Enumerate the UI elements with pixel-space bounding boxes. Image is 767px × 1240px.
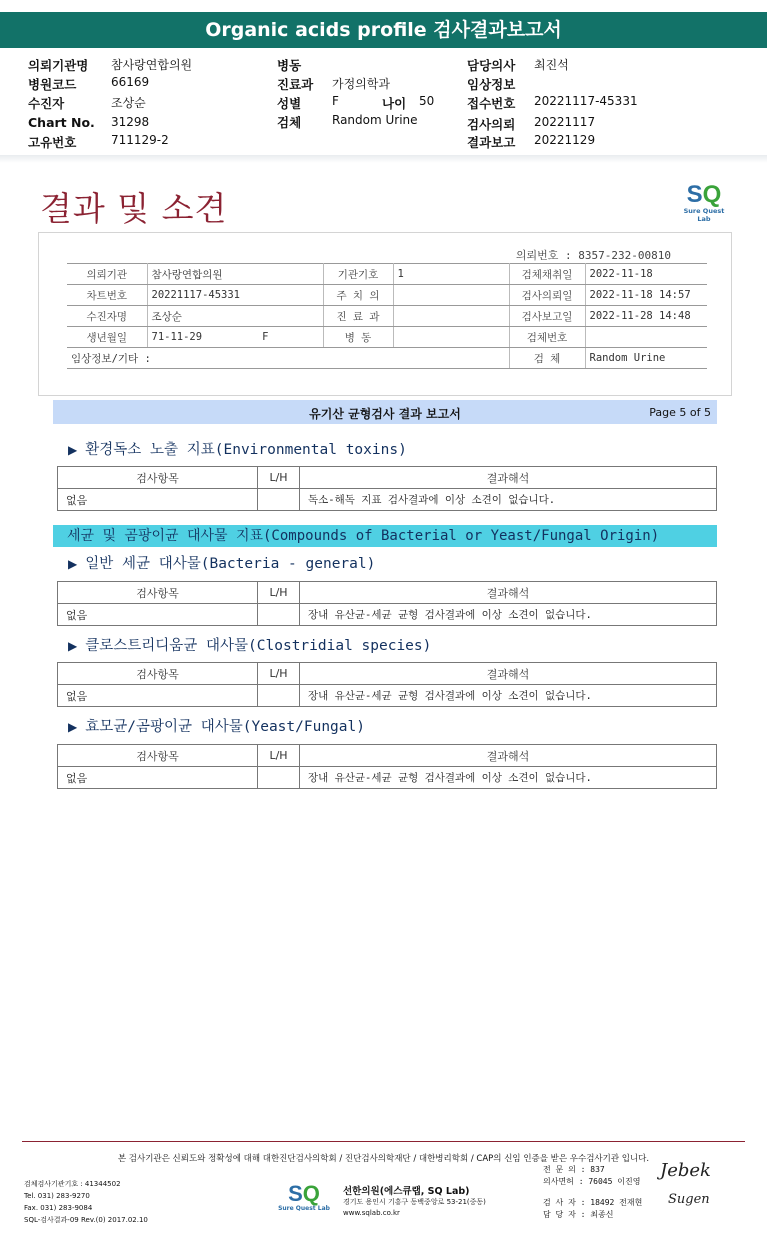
header-value: 20221117 — [534, 115, 596, 129]
header-value: 66169 — [111, 75, 150, 89]
header-label: 나이 — [382, 96, 407, 111]
report-title-bar — [0, 12, 767, 48]
header-label: 검사의뢰 — [467, 117, 516, 132]
header-label: 병원코드 — [28, 77, 77, 92]
patient-info-box — [38, 232, 732, 396]
header-label: 의뢰기관명 — [28, 58, 89, 73]
header-label: 검체 — [277, 115, 302, 130]
bacteria-general-table: 검사항목 L/H 결과해석 없음 장내 유산균-세균 균형 검사결과에 이상 소견이 없습니다. — [57, 581, 717, 626]
header-label: 병동 — [277, 58, 302, 73]
header-value: 711129-2 — [111, 133, 169, 147]
report-band-title: 유기산 균형검사 결과 보고서 — [309, 407, 461, 421]
header-label: 임상정보 — [467, 77, 516, 92]
header-value: Random Urine — [332, 113, 418, 127]
clostridial-table: 검사항목 L/H 결과해석 없음 장내 유산균-세균 균형 검사결과에 이상 소견이 없습니다. — [57, 662, 717, 707]
section-title: 결과 및 소견 — [40, 189, 228, 228]
patient-row: 생년월일 71-11-29 F 병 동 검체번호 — [67, 327, 707, 348]
env-toxins-heading: ▶ 환경독소 노출 지표(Environmental toxins) — [68, 442, 407, 458]
header-label: 수진자 — [28, 96, 65, 111]
header-label: 담당의사 — [467, 58, 516, 73]
header-label: 진료과 — [277, 77, 314, 92]
patient-row: 차트번호 20221117-45331 주 치 의 검사의뢰일 2022-11-18 14:57 — [67, 285, 707, 306]
header-label: 고유번호 — [28, 135, 77, 150]
footer-notice: 본 검사기관은 신뢰도와 정확성에 대해 대한진단검사의학회 / 진단검사의학재단 / 대한병리학회 / CAP의 신임 인증을 받은 우수검사기관 입니다. — [117, 1154, 650, 1164]
header-divider — [0, 155, 767, 163]
yeast-table: 검사항목 L/H 결과해석 없음 장내 유산균-세균 균형 검사결과에 이상 소견이 없습니다. — [57, 744, 717, 789]
table-row: 없음 장내 유산균-세균 균형 검사결과에 이상 소견이 없습니다. — [58, 685, 717, 707]
triangle-icon: ▶ — [68, 443, 78, 457]
sq-logo: SQ Sure Quest Lab — [683, 181, 725, 223]
triangle-icon: ▶ — [68, 639, 78, 653]
table-row: 없음 독소-해독 지표 검사결과에 이상 소견이 없습니다. — [58, 489, 717, 511]
triangle-icon: ▶ — [68, 720, 78, 734]
report-title: Organic acids profile 검사결과보고서 — [205, 19, 562, 41]
header-value: 참사랑연합의원 — [111, 58, 193, 72]
clostridial-heading: ▶ 클로스트리디움균 대사물(Clostridial species) — [68, 638, 432, 654]
triangle-icon: ▶ — [68, 557, 78, 571]
report-band — [53, 400, 717, 424]
signature-doctor: Jebek — [660, 1160, 711, 1181]
header-value: 조상순 — [111, 96, 146, 110]
page-indicator: Page 5 of 5 — [649, 406, 711, 419]
footer-divider — [22, 1141, 745, 1142]
header-value: F — [332, 94, 339, 108]
header-label: Chart No. — [28, 115, 95, 130]
footer-signers: 전 문 의 : 837 의사면허 : 76045 이진영 검 사 자 : 18492 전재현 담 당 자 : 최종신 — [543, 1165, 643, 1219]
env-toxins-table: 검사항목 L/H 결과해석 없음 독소-해독 지표 검사결과에 이상 소견이 없습니다. — [57, 466, 717, 511]
header-label: 접수번호 — [467, 96, 516, 111]
patient-row: 의뢰기관 참사랑연합의원 기관기호 1 검체채취일 2022-11-18 — [67, 264, 707, 285]
header-value: 31298 — [111, 115, 150, 129]
patient-table — [67, 263, 707, 369]
header-value: 최진석 — [534, 58, 569, 72]
bacteria-general-heading: ▶ 일반 세균 대사물(Bacteria - general) — [68, 556, 376, 572]
yeast-heading: ▶ 효모균/곰팡이균 대사물(Yeast/Fungal) — [68, 719, 365, 735]
request-number: 의뢰번호 : 8357-232-00810 — [515, 249, 671, 262]
header-label: 성별 — [277, 96, 302, 111]
header-label: 결과보고 — [467, 135, 516, 150]
patient-row: 임상정보/기타 : 검 체 Random Urine — [67, 348, 707, 369]
header-value: 20221129 — [534, 133, 596, 147]
header-value: 50 — [419, 94, 435, 108]
signature-tester: Sugen — [668, 1192, 710, 1207]
footer-sq-logo: SQ Sure Quest Lab — [278, 1181, 330, 1212]
footer-contact: 검체검사기관기호 : 41344502 Tel. 031) 283-9270 Fax. 031) 283-9084 SQL-검사결과-09 Rev.(0) 2017.02.10 — [24, 1180, 148, 1224]
header-info — [0, 56, 767, 152]
bacterial-band: 세균 및 곰팡이균 대사물 지표(Compounds of Bacterial or Yeast/Fungal Origin) — [53, 525, 717, 547]
table-row: 없음 장내 유산균-세균 균형 검사결과에 이상 소견이 없습니다. — [58, 767, 717, 789]
patient-row: 수진자명 조상순 진 료 과 검사보고일 2022-11-28 14:48 — [67, 306, 707, 327]
table-row: 없음 장내 유산균-세균 균형 검사결과에 이상 소견이 없습니다. — [58, 604, 717, 626]
footer-organization: 선한의원(에스큐랩, SQ Lab) 경기도 용인시 기흥구 동백중앙로 53-21(중동) www.sqlab.co.kr — [343, 1186, 486, 1217]
header-value: 가정의학과 — [332, 77, 390, 91]
header-value: 20221117-45331 — [534, 94, 638, 108]
